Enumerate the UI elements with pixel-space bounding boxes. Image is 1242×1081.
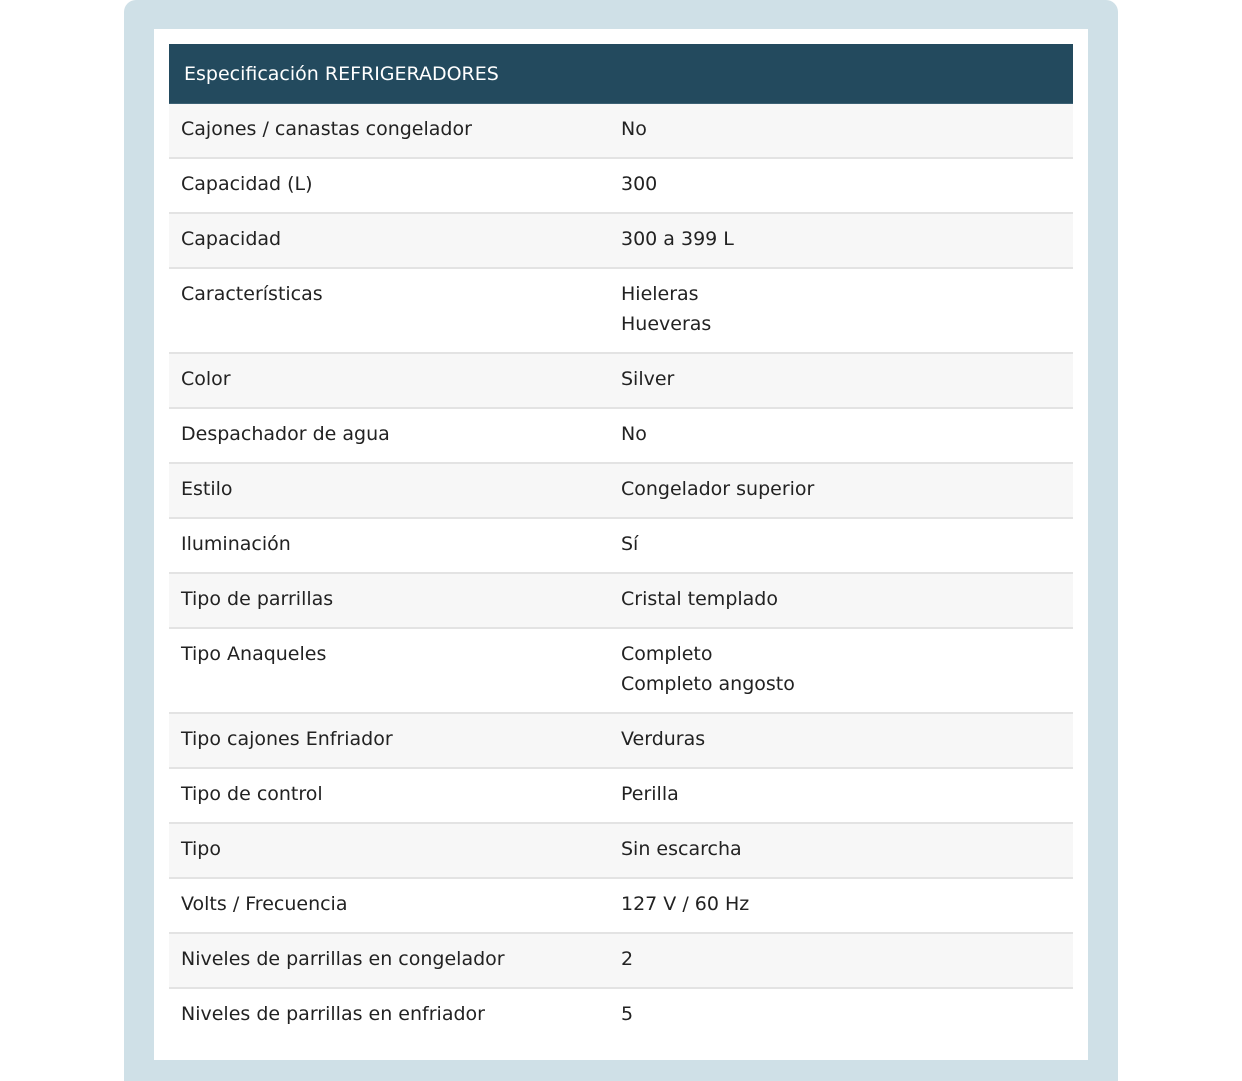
spec-value-line: 300 <box>621 173 658 195</box>
spec-value-line: 5 <box>621 1003 634 1025</box>
spec-value-line: 300 a 399 L <box>621 228 734 250</box>
spec-value <box>621 409 1073 462</box>
spec-value-line: Completo angosto <box>621 673 795 695</box>
spec-label: Capacidad <box>181 228 282 250</box>
spec-label: Iluminación <box>181 533 291 555</box>
spec-value-line: Silver <box>621 368 675 390</box>
table-row <box>169 354 1073 409</box>
spec-value <box>621 159 1073 212</box>
table-row <box>169 269 1073 354</box>
table-row <box>169 824 1073 879</box>
spec-value-line: No <box>621 118 647 140</box>
spec-title: Especificación REFRIGERADORES <box>184 62 499 85</box>
table-row <box>169 629 1073 714</box>
spec-value-line: No <box>621 423 647 445</box>
spec-value <box>621 574 1073 627</box>
spec-label: Niveles de parrillas en enfriador <box>181 1003 485 1025</box>
spec-label: Tipo Anaqueles <box>181 643 327 665</box>
spec-table <box>169 44 1073 1044</box>
spec-value <box>621 629 1073 712</box>
spec-value-line: Perilla <box>621 783 679 805</box>
spec-label: Despachador de agua <box>181 423 390 445</box>
spec-value <box>621 769 1073 822</box>
spec-value <box>621 214 1073 267</box>
spec-label: Capacidad (L) <box>181 173 313 195</box>
table-row <box>169 989 1073 1044</box>
spec-value <box>621 464 1073 517</box>
spec-value-line: Completo <box>621 643 713 665</box>
table-row <box>169 879 1073 934</box>
spec-value-line: 127 V / 60 Hz <box>621 893 750 915</box>
spec-value-line: Sin escarcha <box>621 838 742 860</box>
spec-label: Características <box>181 283 323 305</box>
spec-value <box>621 824 1073 877</box>
spec-label: Volts / Frecuencia <box>181 893 348 915</box>
spec-value <box>621 519 1073 572</box>
table-row <box>169 409 1073 464</box>
spec-label: Tipo cajones Enfriador <box>181 728 393 750</box>
table-row <box>169 934 1073 989</box>
spec-label: Estilo <box>181 478 233 500</box>
spec-value <box>621 714 1073 767</box>
table-row <box>169 574 1073 629</box>
table-row <box>169 714 1073 769</box>
spec-label: Color <box>181 368 231 390</box>
spec-value <box>621 104 1073 157</box>
spec-value-line: 2 <box>621 948 634 970</box>
spec-label: Tipo de parrillas <box>181 588 334 610</box>
spec-value <box>621 269 1073 352</box>
spec-label: Tipo de control <box>181 783 323 805</box>
table-row <box>169 159 1073 214</box>
spec-label: Cajones / canastas congelador <box>181 118 472 140</box>
table-row <box>169 519 1073 574</box>
table-row <box>169 769 1073 824</box>
spec-label: Niveles de parrillas en congelador <box>181 948 505 970</box>
spec-value <box>621 989 1073 1044</box>
spec-value-line: Hieleras <box>621 283 699 305</box>
spec-value-line: Sí <box>621 533 639 555</box>
spec-value-line: Verduras <box>621 728 706 750</box>
table-row <box>169 464 1073 519</box>
spec-table-header <box>169 44 1073 104</box>
spec-value-line: Congelador superior <box>621 478 815 500</box>
spec-frame <box>124 0 1118 1081</box>
spec-value-line: Cristal templado <box>621 588 778 610</box>
spec-value <box>621 354 1073 407</box>
spec-value <box>621 934 1073 987</box>
table-row <box>169 214 1073 269</box>
spec-card <box>154 29 1088 1060</box>
table-row <box>169 104 1073 159</box>
spec-label: Tipo <box>181 838 221 860</box>
spec-value-line: Hueveras <box>621 313 712 335</box>
spec-value <box>621 879 1073 932</box>
